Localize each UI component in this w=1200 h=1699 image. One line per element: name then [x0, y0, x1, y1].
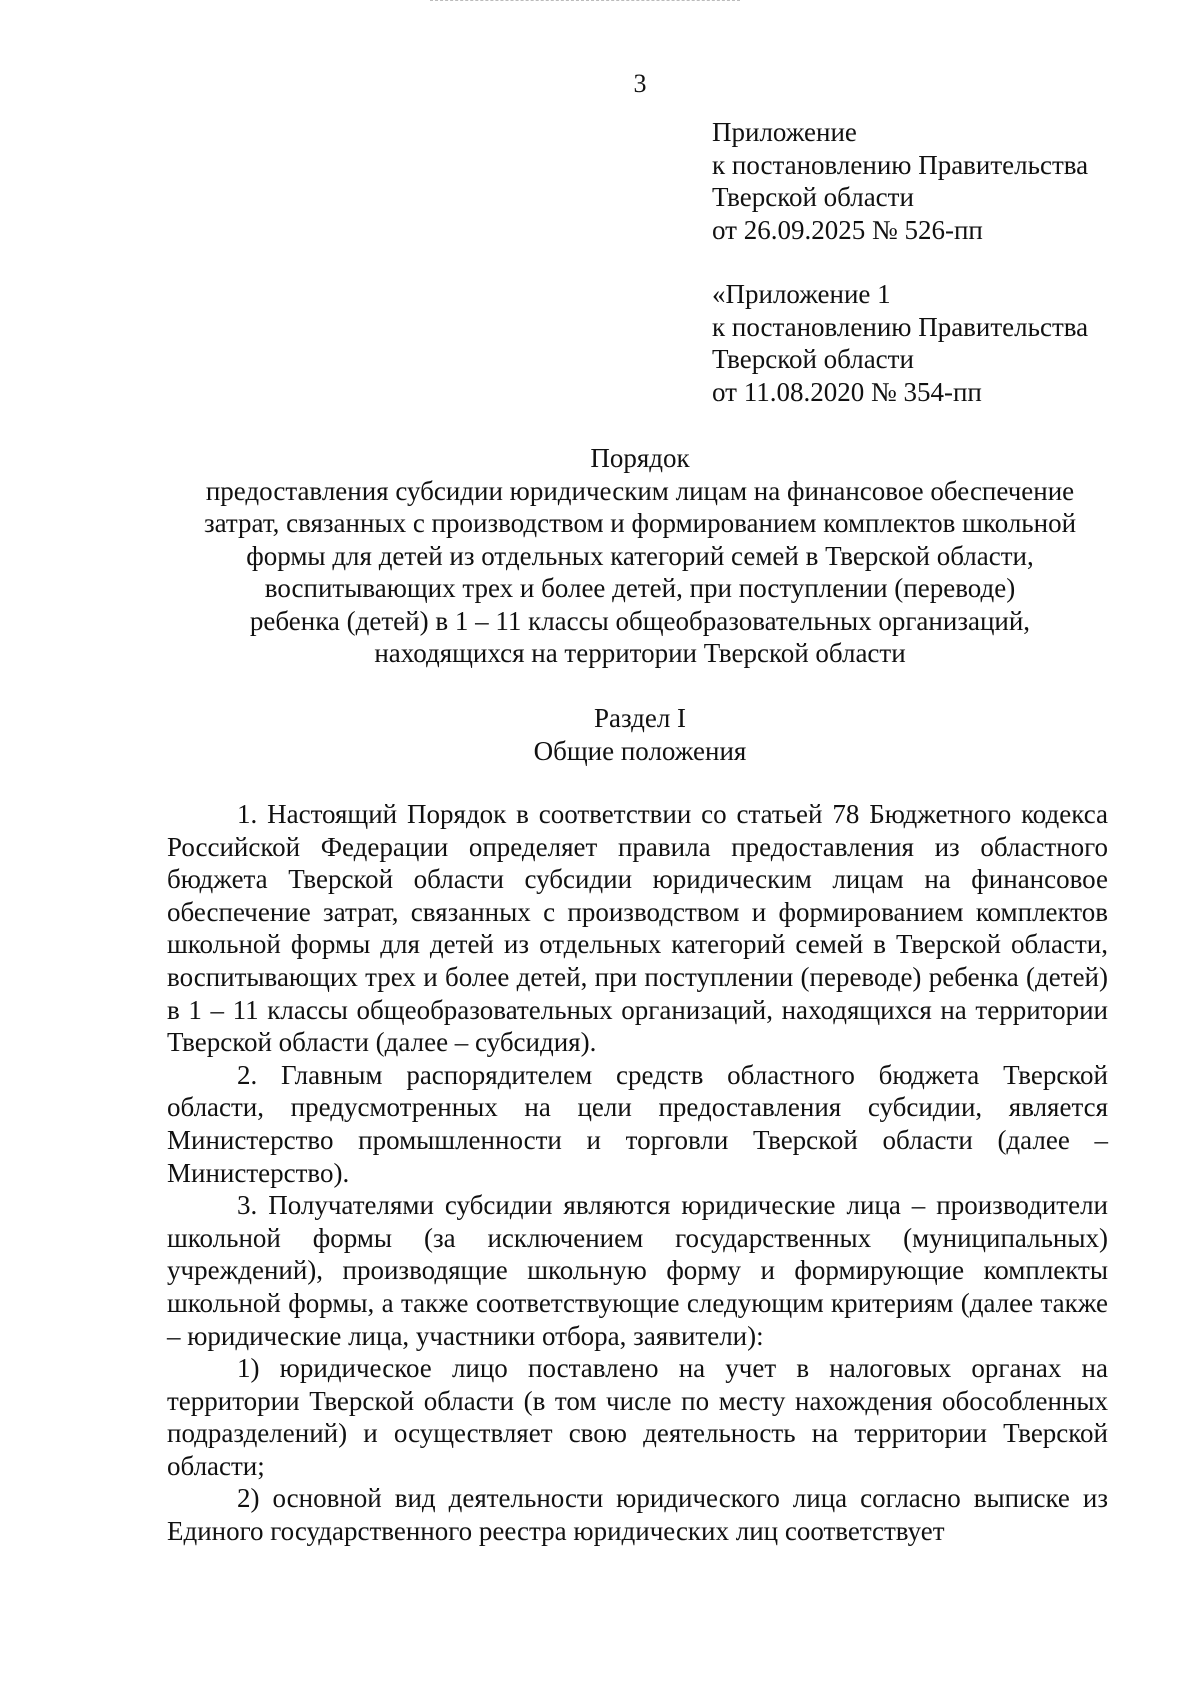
paragraph: 1. Настоящий Порядок в соответствии со статьей 78 Бюджетного кодекса Российской Федерации определяет правила предоставления из областного бюджета Тверской области субсидии юридическим лицам на финансовое обеспечение затрат, связанных с производством и формированием комплектов школьной формы для детей из отдельных категорий семей в Тверской области, воспитывающих трех и более детей, при поступлении (переводе) ребенка (детей) в 1 – 11 классы общеобразовательных организаций, находящихся на территории Тверской области (далее – субсидия). [167, 799, 1108, 1058]
title-heading: Порядок [590, 443, 690, 473]
approval-line: от 26.09.2025 № 526-пп [712, 214, 983, 245]
title-line: ребенка (детей) в 1 – 11 классы общеобразовательных организаций, [249, 605, 1031, 636]
title-line: формы для детей из отдельных категорий семей в Тверской области, [246, 540, 1034, 571]
title-line: предоставления субсидии юридическим лицам на финансовое обеспечение [205, 475, 1075, 506]
approval-line: к постановлению Правительства [712, 311, 1089, 342]
approval-line: к постановлению Правительства [712, 149, 1089, 180]
paragraph: 2. Главным распорядителем средств областного бюджета Тверской области, предусмотренных на цели предоставления субсидии, является Министерство промышленности и торговли Тверской области (далее – Министерство). [167, 1059, 1108, 1188]
approval-stamp-previous [712, 278, 1088, 408]
approval-line: Приложение [712, 117, 857, 147]
title-line: затрат, связанных с производством и формированием комплектов школьной [203, 508, 1077, 538]
title-line: воспитывающих трех и более детей, при поступлении (переводе) [264, 573, 1016, 603]
approval-line: Тверской области [712, 182, 914, 212]
approval-stamp-current [712, 116, 1088, 246]
approval-line: от 11.08.2020 № 354-пп [712, 376, 982, 407]
section-heading [168, 702, 1112, 767]
scan-edge-mark [430, 0, 740, 3]
section-number: Раздел I [593, 703, 687, 733]
page-number: 3 [633, 69, 647, 98]
approval-line: Тверской области [712, 344, 914, 374]
approval-line: «Приложение 1 [712, 279, 891, 309]
document-title [168, 442, 1112, 670]
paragraph: 2) основной вид деятельности юридического лица согласно выписке из Единого государственного реестра юридических лиц соответствует [167, 1483, 1108, 1547]
title-line: находящихся на территории Тверской области [374, 638, 906, 668]
section-name: Общие положения [533, 735, 747, 766]
paragraph: 3. Получателями субсидии являются юридические лица – производители школьной формы (за исключением государственных (муниципальных) учреждений), производящие школьную форму и формирующие комплекты школьной формы, а также соответствующие следующим критериям (далее также – юридические лица, участники отбора, заявители): [167, 1190, 1108, 1351]
paragraph: 1) юридическое лицо поставлено на учет в налоговых органах на территории Тверской области (в том числе по месту нахождения обособленных подразделений) и осуществляет свою деятельность на территории Тверской области; [167, 1353, 1108, 1481]
document-body [167, 798, 1108, 1548]
